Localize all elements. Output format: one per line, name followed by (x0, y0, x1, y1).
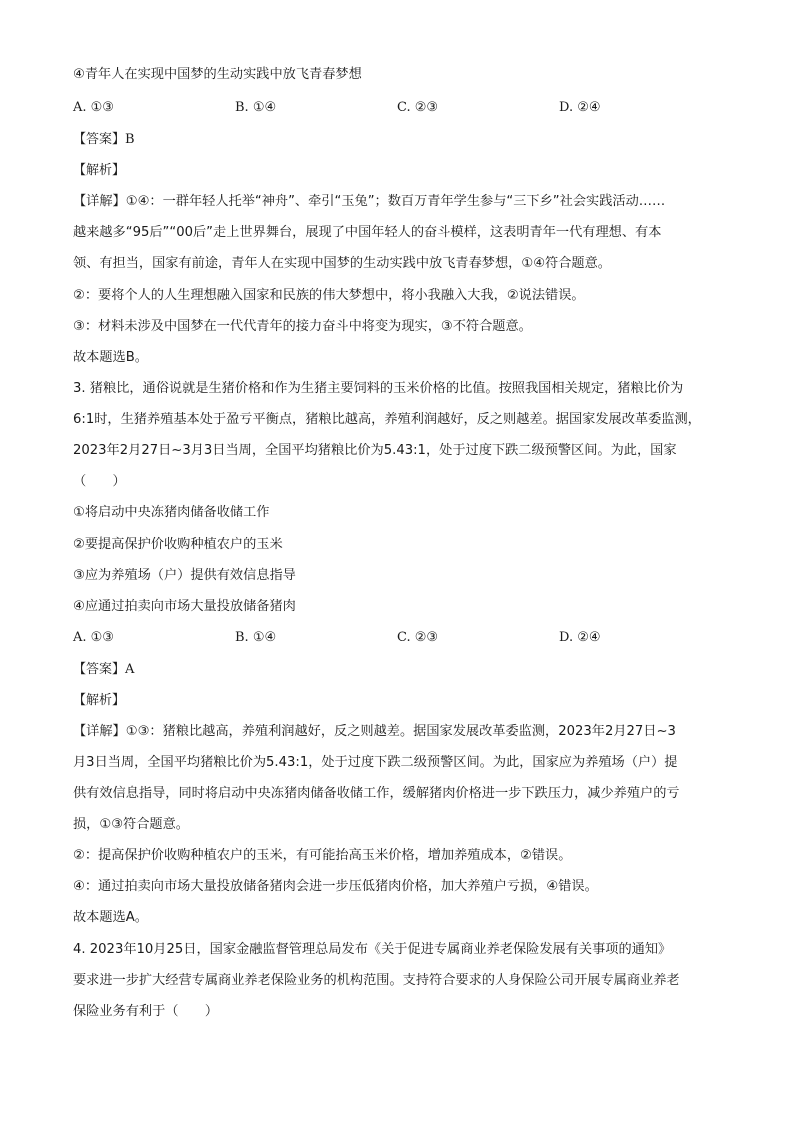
answer-label: 【答案】 (73, 662, 126, 677)
q2-detail-line-2: 越来越多“95后”“00后”走上世界舞台，展现了中国年轻人的奋斗模样，这表明青年一代有理想、有本 (73, 225, 662, 240)
q3-detail-line-1: 【详解】①③：猪粮比越高，养殖利润越好，反之则越差。据国家发展改革委监测，2023年2月27日~3 (73, 724, 676, 739)
q2-option-b: B. ①④ (235, 100, 277, 115)
q3-option-c: C. ②③ (397, 630, 439, 645)
q2-option-a: A. ①③ (73, 100, 114, 115)
q3-stem-line-3: 2023年2月27日~3月3日当周，全国平均猪粮比价为5.43:1，处于过度下跌二级预警区间。为此，国家 (73, 443, 677, 458)
q2-conclusion: 故本题选B。 (73, 350, 148, 365)
q3-stem-line-4: （ ） (73, 474, 126, 489)
q3-options (73, 628, 723, 648)
q3-detail-line-4: 损，①③符合题意。 (73, 817, 189, 832)
q3-answer (73, 660, 134, 680)
q2-options (73, 98, 723, 118)
q2-detail-line-5: ③：材料未涉及中国梦在一代代青年的接力奋斗中将变为现实，③不符合题意。 (73, 319, 532, 334)
q3-conclusion: 故本题选A。 (73, 910, 148, 925)
q3-option-a: A. ①③ (73, 630, 114, 645)
q2-option-c: C. ②③ (397, 100, 439, 115)
q3-stem-line-2: 6:1时，生猪养殖基本处于盈亏平衡点，猪粮比越高，养殖利润越好，反之则越差。据国家发展改革委监测， (73, 412, 701, 427)
q3-option-d: D. ②④ (559, 630, 601, 645)
q3-item-1: ①将启动中央冻猪肉储备收储工作 (73, 505, 270, 520)
answer-value: B (125, 132, 135, 147)
q3-option-b: B. ①④ (235, 630, 277, 645)
q2-detail-line-1: 【详解】①④：一群年轻人托举“神舟”、牵引“玉兔”；数百万青年学生参与“三下乡”社会实践活动…… (73, 194, 666, 209)
q3-item-4: ④应通过拍卖向市场大量投放储备猪肉 (73, 599, 296, 614)
answer-label: 【答案】 (73, 132, 126, 147)
q4-stem-line-1: 4. 2023年10月25日，国家金融监督管理总局发布《关于促进专属商业养老保险发展有关事项的通知》 (73, 942, 672, 957)
q2-answer (73, 130, 135, 150)
q2-item-4: ④青年人在实现中国梦的生动实践中放飞青春梦想 (73, 67, 362, 82)
q2-detail-line-4: ②：要将个人的人生理想融入国家和民族的伟大梦想中，将小我融入大我，②说法错误。 (73, 288, 585, 303)
q3-detail-line-3: 供有效信息指导，同时将启动中央冻猪肉储备收储工作，缓解猪肉价格进一步下跌压力，减少养殖户的亏 (73, 786, 680, 801)
q3-detail-line-2: 月3日当周，全国平均猪粮比价为5.43:1，处于过度下跌二级预警区间。为此，国家应为养殖场（户）提 (73, 755, 678, 770)
q4-stem-line-2: 要求进一步扩大经营专属商业养老保险业务的机构范围。支持符合要求的人身保险公司开展专属商业养老 (73, 973, 680, 988)
answer-value: A (125, 662, 135, 677)
q3-item-3: ③应为养殖场（户）提供有效信息指导 (73, 568, 296, 583)
q3-stem-line-1: 3. 猪粮比，通俗说就是生猪价格和作为生猪主要饲料的玉米价格的比值。按照我国相关规定，猪粮比价为 (73, 381, 684, 396)
q2-detail-line-3: 领、有担当，国家有前途，青年人在实现中国梦的生动实践中放飞青春梦想，①④符合题意。 (73, 256, 611, 271)
q3-analysis-label: 【解析】 (73, 693, 126, 708)
q3-item-2: ②要提高保护价收购种植农户的玉米 (73, 537, 283, 552)
q3-detail-line-5: ②：提高保护价收购种植农户的玉米，有可能抬高玉米价格，增加养殖成本，②错误。 (73, 848, 572, 863)
q2-option-d: D. ②④ (559, 100, 601, 115)
q2-analysis-label: 【解析】 (73, 163, 126, 178)
q4-stem-line-3: 保险业务有利于（ ） (73, 1004, 219, 1019)
q3-detail-line-6: ④：通过拍卖向市场大量投放储备猪肉会进一步压低猪肉价格，加大养殖户亏损，④错误。 (73, 879, 598, 894)
